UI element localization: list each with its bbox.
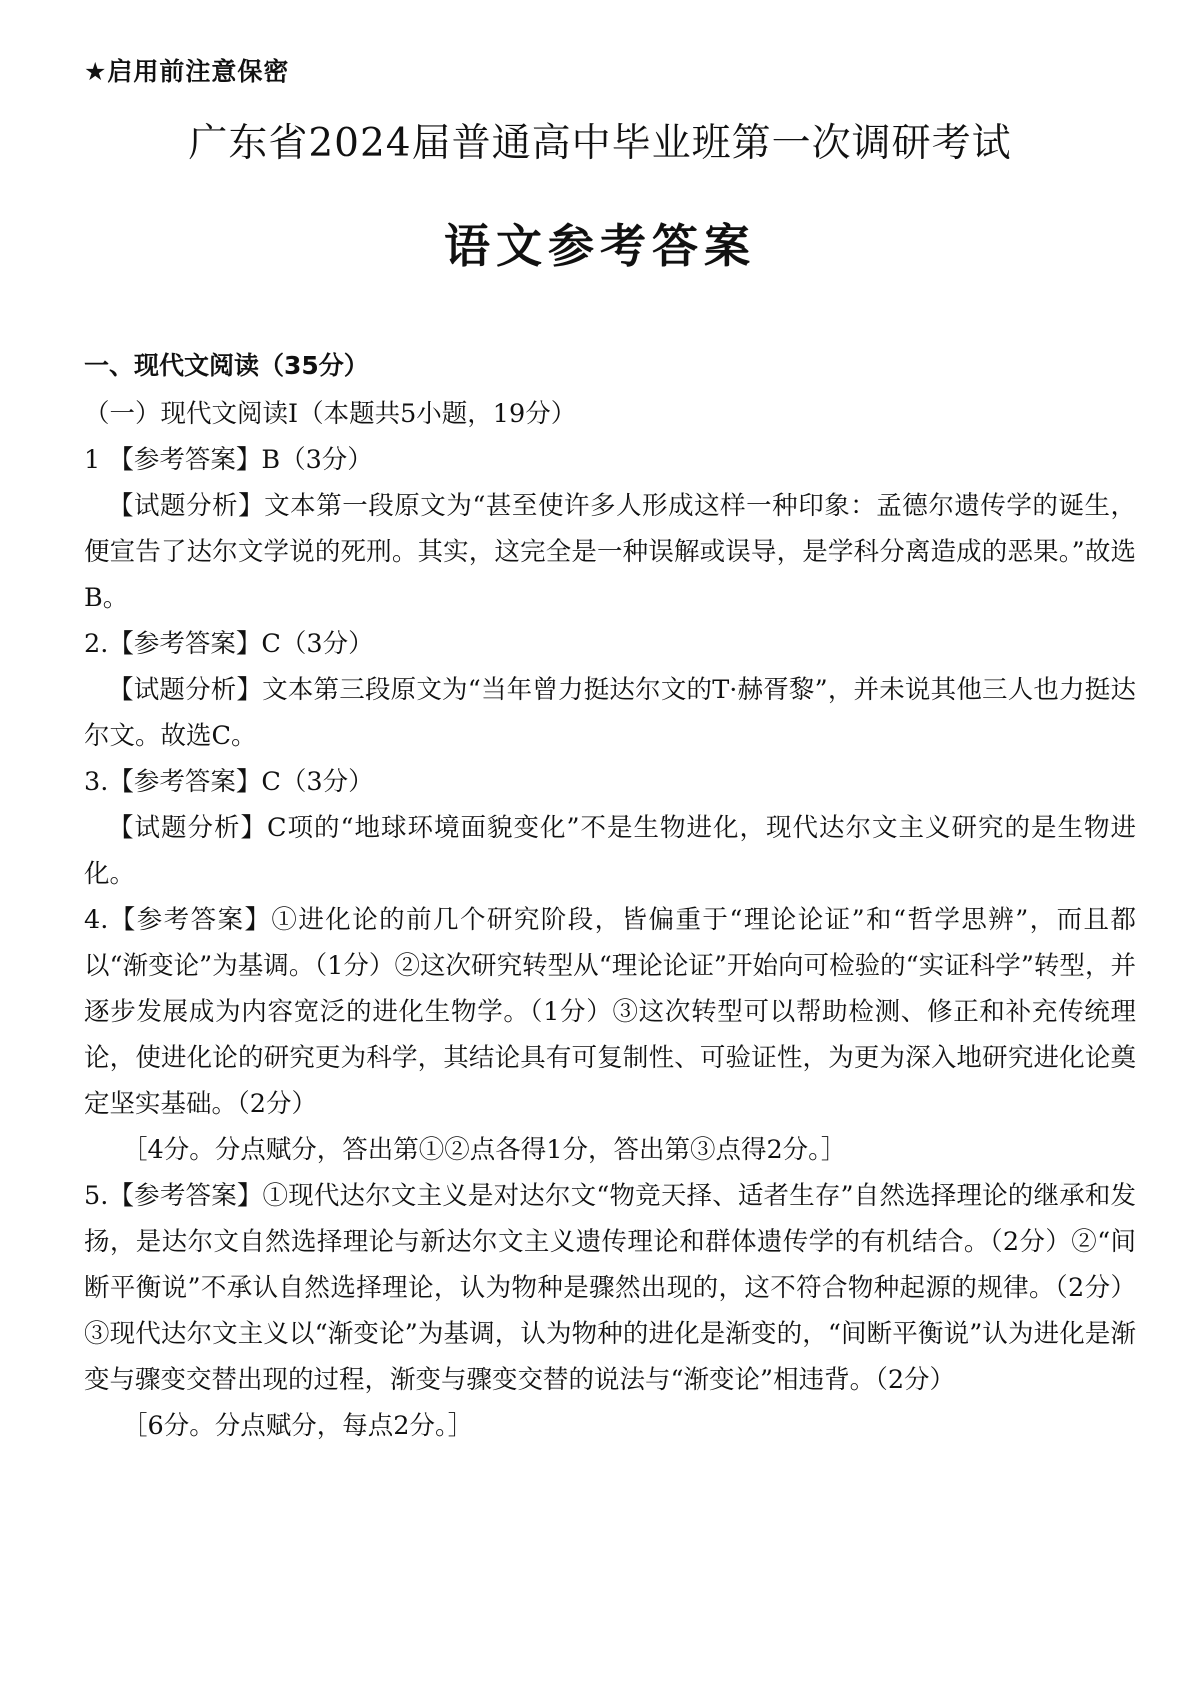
question-4-answer: 4.【参考答案】①进化论的前几个研究阶段，皆偏重于“理论论证”和“哲学思辨”，而且都以“渐变论”为基调。（1分）②这次研究转型从“理论论证”开始向可检验的“实证科学”转型，并逐步发展成为内容宽泛的进化生物学。（1分）③这次转型可以帮助检测、修正和补充传统理论，使进化论的研究更为科学，其结论具有可复制性、可验证性，为更为深入地研究进化论奠定坚实基础。（2分） — [84, 905, 1136, 1119]
question-3-answer: 3.【参考答案】C（3分） — [84, 767, 374, 797]
answer-content — [84, 343, 1136, 1449]
question-4-score-note: ［4分。分点赋分，答出第①②点各得1分，答出第③点得2分。］ — [122, 1135, 847, 1165]
question-5-answer: 5.【参考答案】①现代达尔文主义是对达尔文“物竞天择、适者生存”自然选择理论的继承和发扬，是达尔文自然选择理论与新达尔文主义遗传理论和群体遗传学的有机结合。（2分）②“间断平衡说”不承认自然选择理论，认为物种是骤然出现的，这不符合物种起源的规律。（2分）③现代达尔文主义以“渐变论”为基调，认为物种的进化是渐变的，“间断平衡说”认为进化是渐变与骤变交替出现的过程，渐变与骤变交替的说法与“渐变论”相违背。（2分） — [84, 1181, 1136, 1395]
question-1-answer: 1 【参考答案】B（3分） — [84, 445, 373, 475]
exam-title: 广东省2024届普通高中毕业班第一次调研考试 — [188, 121, 1012, 166]
confidential-notice: ★启用前注意保密 — [84, 57, 290, 86]
question-3-analysis: 【试题分析】C项的“地球环境面貌变化”不是生物进化，现代达尔文主义研究的是生物进化。 — [84, 813, 1136, 889]
question-5-score-note: ［6分。分点赋分，每点2分。］ — [122, 1411, 474, 1441]
section-heading: 一、现代文阅读（35分） — [84, 351, 369, 380]
question-2-answer: 2.【参考答案】C（3分） — [84, 629, 374, 659]
question-1-analysis: 【试题分析】文本第一段原文为“甚至使许多人形成这样一种印象：孟德尔遗传学的诞生，便宣告了达尔文学说的死刑。其实，这完全是一种误解或误导，是学科分离造成的恶果。”故选B。 — [84, 491, 1136, 613]
document-title: 语文参考答案 — [444, 219, 756, 273]
question-2-analysis: 【试题分析】文本第三段原文为“当年曾力挺达尔文的T·赫胥黎”，并未说其他三人也力挺达尔文。故选C。 — [84, 675, 1136, 751]
subsection-heading: （一）现代文阅读Ⅰ（本题共5小题，19分） — [84, 399, 577, 429]
